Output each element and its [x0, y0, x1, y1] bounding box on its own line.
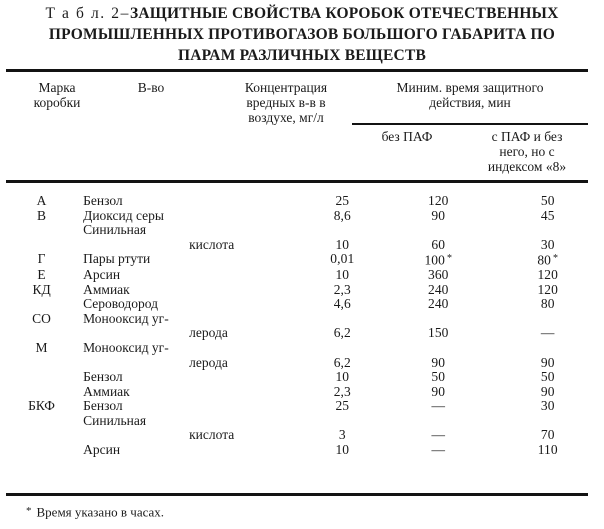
cell-time-without-paf: 150	[427, 325, 449, 341]
cell-time-with-paf: 50	[540, 369, 555, 385]
cell-time-without-paf: 50	[431, 369, 446, 385]
cell-concentration: 10	[335, 236, 350, 252]
cell-time-with-paf-value: 80	[537, 252, 552, 268]
cell-brand: БКФ	[28, 398, 55, 414]
column-header-substance-label: В-во	[137, 80, 165, 95]
rule-below-header	[6, 180, 588, 183]
cell-time-with-paf	[491, 223, 604, 238]
cell-brand: СО	[32, 310, 51, 326]
column-header-without-paf-label: без ПАФ	[381, 129, 433, 144]
cell-brand: М	[35, 339, 48, 355]
cell-time-with-paf: 50	[540, 193, 555, 208]
table-row	[0, 252, 604, 268]
rule-table-bottom	[6, 493, 588, 496]
column-header-concentration	[222, 80, 350, 125]
table-row	[0, 399, 604, 414]
cell-brand	[0, 414, 83, 429]
cell-time-without-paf: 240	[427, 281, 449, 297]
cell-substance: Диоксид серы	[83, 207, 164, 223]
cell-time-with-paf: 30	[540, 236, 555, 252]
table-row	[0, 341, 604, 356]
cell-substance: Синильная	[83, 222, 147, 238]
cell-time-without-paf: 90	[431, 207, 446, 223]
cell-concentration: 3	[338, 427, 346, 443]
cell-concentration	[300, 312, 386, 327]
footnote-marker: *	[26, 505, 32, 517]
title-prefix: Т а б л. 2–	[45, 5, 130, 22]
cell-substance-continuation: лерода	[189, 354, 228, 370]
cell-substance: Аммиак	[83, 383, 130, 399]
cell-brand: КД	[32, 281, 51, 297]
table-row	[0, 356, 604, 371]
table-row	[0, 268, 604, 283]
table-row	[0, 297, 604, 312]
cell-substance: Сероводород	[83, 296, 159, 312]
table-row	[0, 283, 604, 298]
cell-time-without-paf: 120	[427, 193, 449, 208]
cell-time-with-paf: 120	[537, 281, 559, 297]
cell-brand	[0, 238, 83, 253]
cell-time-with-paf: 90	[540, 354, 555, 370]
cell-time-without-paf: 90	[431, 383, 446, 399]
cell-time-with-paf: 45	[540, 207, 555, 223]
cell-time-with-paf: 80	[540, 296, 555, 312]
column-header-concentration-line3: воздухе, мг/л	[248, 110, 324, 125]
footnote-ref-asterisk: *	[447, 253, 453, 265]
cell-concentration: 2,3	[333, 383, 351, 399]
cell-time-with-paf: 70	[540, 427, 555, 443]
column-header-concentration-line2: вредных в-в в	[246, 95, 326, 110]
cell-time-with-paf: 90	[540, 383, 555, 399]
cell-time-with-paf: 120	[537, 267, 559, 283]
cell-concentration: 10	[335, 267, 350, 283]
cell-concentration	[300, 414, 386, 429]
footnote-text: Время указано в часах.	[36, 504, 165, 520]
cell-substance: Бензол	[83, 398, 123, 414]
cell-concentration: 10	[335, 369, 350, 385]
cell-substance: Бензол	[83, 369, 123, 385]
column-header-without-paf	[352, 129, 462, 144]
cell-brand	[0, 297, 83, 312]
cell-substance: Монооксид уг-	[83, 310, 169, 326]
cell-time-with-paf	[491, 341, 604, 356]
cell-concentration: 6,2	[333, 325, 351, 341]
rule-above-header	[6, 69, 588, 72]
cell-brand	[0, 326, 83, 341]
title-line-2: ПРОМЫШЛЕННЫХ ПРОТИВОГАЗОВ БОЛЬШОГО ГАБАРИТА ПО	[48, 26, 556, 43]
cell-concentration	[300, 223, 386, 238]
column-header-with-paf-line1: с ПАФ и без	[491, 129, 563, 144]
cell-brand	[0, 356, 83, 371]
table-row	[0, 312, 604, 327]
footnote-ref-asterisk: *	[553, 253, 559, 265]
cell-substance-continuation: лерода	[189, 325, 228, 341]
cell-concentration	[300, 341, 386, 356]
table-row	[0, 428, 604, 443]
table-footnote	[26, 503, 164, 521]
table-row	[0, 385, 604, 400]
column-header-protection-time-line2: действия, мин	[429, 95, 511, 110]
table-row	[0, 370, 604, 385]
cell-time-with-paf: 30	[540, 398, 555, 414]
table-row	[0, 443, 604, 458]
table-row	[0, 326, 604, 341]
table-row	[0, 209, 604, 224]
data-table-body	[0, 194, 604, 457]
cell-time-without-paf: 360	[427, 267, 449, 283]
cell-brand: Г	[37, 251, 46, 267]
cell-brand	[0, 370, 83, 385]
cell-substance-continuation: кислота	[189, 236, 235, 252]
cell-brand: Е	[37, 267, 46, 283]
cell-time-with-paf	[491, 252, 604, 268]
data-table	[0, 194, 604, 457]
cell-time-with-paf: —	[540, 325, 555, 341]
cell-substance: Арсин	[83, 441, 121, 457]
cell-brand: В	[37, 207, 47, 223]
cell-brand	[0, 428, 83, 443]
column-header-protection-time-line1: Миним. время защитного	[396, 80, 544, 95]
column-header-protection-time-group	[352, 80, 588, 110]
cell-concentration: 4,6	[333, 296, 351, 312]
cell-substance: Пары ртути	[83, 251, 151, 267]
cell-concentration: 2,3	[333, 281, 351, 297]
cell-time-without-paf: 60	[431, 236, 446, 252]
title-line-1	[0, 3, 604, 24]
title-text-1: ЗАЩИТНЫЕ СВОЙСТВА КОРОБОК ОТЕЧЕСТВЕННЫХ	[129, 5, 559, 22]
cell-concentration: 6,2	[333, 354, 351, 370]
column-header-with-paf	[466, 129, 588, 174]
table-row	[0, 414, 604, 429]
cell-time-without-paf-value: 100	[424, 252, 445, 268]
table-row	[0, 238, 604, 253]
column-header-substance	[108, 80, 194, 95]
cell-concentration: 25	[335, 193, 350, 208]
cell-concentration: 0,01	[330, 251, 355, 267]
column-header-with-paf-line2: него, но с	[499, 144, 555, 159]
cell-time-without-paf: 90	[431, 354, 446, 370]
cell-brand: А	[36, 193, 47, 208]
cell-brand	[0, 443, 83, 458]
cell-time-without-paf: —	[431, 427, 446, 443]
cell-substance: Монооксид уг-	[83, 339, 169, 355]
table-title	[0, 3, 604, 66]
cell-time-with-paf	[491, 312, 604, 327]
cell-time-without-paf: —	[431, 441, 446, 457]
rule-subheader-split	[352, 123, 588, 125]
cell-time-with-paf	[491, 414, 604, 429]
cell-brand	[0, 223, 83, 238]
cell-brand	[0, 385, 83, 400]
column-header-brand	[14, 80, 100, 110]
cell-time-without-paf	[385, 252, 491, 268]
column-header-concentration-line1: Концентрация	[244, 80, 328, 95]
cell-substance-continuation: кислота	[189, 427, 235, 443]
cell-substance: Бензол	[83, 193, 123, 208]
cell-concentration: 10	[335, 441, 350, 457]
table-row	[0, 194, 604, 209]
title-line-3: ПАРАМ РАЗЛИЧНЫХ ВЕЩЕСТВ	[177, 47, 427, 64]
cell-concentration: 8,6	[333, 207, 351, 223]
cell-time-without-paf: 240	[427, 296, 449, 312]
column-header-brand-line2: коробки	[33, 95, 81, 110]
column-header-brand-line1: Марка	[38, 80, 76, 95]
column-header-with-paf-line3: индексом «8»	[487, 159, 567, 174]
table-row	[0, 223, 604, 238]
cell-time-without-paf	[385, 312, 491, 327]
cell-substance: Синильная	[83, 412, 147, 428]
cell-time-without-paf	[385, 223, 491, 238]
cell-time-with-paf: 110	[537, 441, 558, 457]
cell-substance: Аммиак	[83, 281, 130, 297]
cell-time-without-paf: —	[431, 398, 446, 414]
cell-substance: Арсин	[83, 267, 121, 283]
cell-time-without-paf	[385, 414, 491, 429]
cell-concentration: 25	[335, 398, 350, 414]
cell-time-without-paf	[385, 341, 491, 356]
